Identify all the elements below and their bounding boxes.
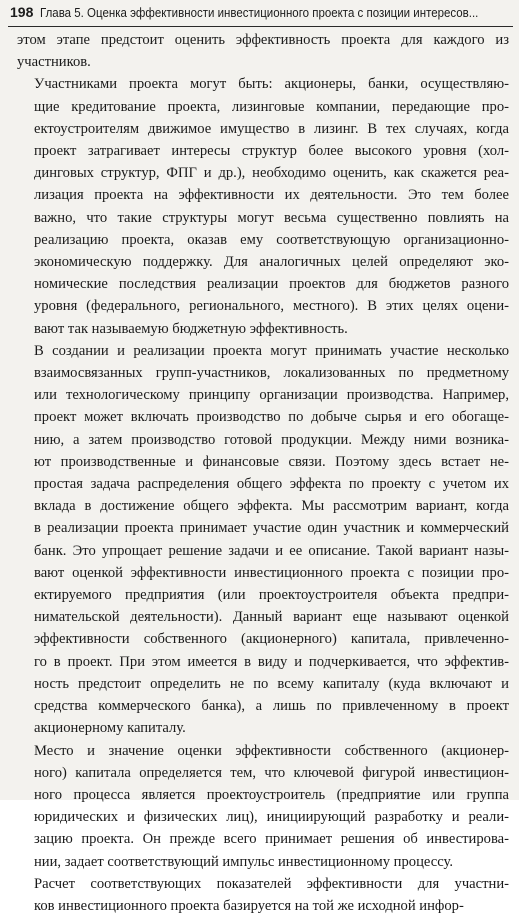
text-line: важно, что такие структуры могут весьма существенно повлиять на	[34, 209, 509, 226]
text-line: ность предстоит определить не по всему капиталу (куда включают и	[34, 675, 509, 692]
text-line: ектируемого предприятия (или проектоустроителя объекта предпри-	[34, 587, 509, 604]
text-line: ют производственные и финансовые связи. Поэтому здесь встает не-	[34, 453, 509, 470]
text-line: акционерному капиталу.	[34, 720, 186, 737]
text-line: Место и значение оценки эффективности собственного (акционер-	[34, 742, 509, 759]
text-line: номические последствия реализации проектов для бюджетов разного	[34, 276, 509, 293]
text-line: лизация проекта на эффективности их деятельности. Это тем более	[34, 187, 509, 204]
text-line: ного) капитала определяется тем, что ключевой фигурой инвестицион-	[34, 764, 509, 781]
text-line: вклада в достижение общего эффекта. Мы рассмотрим вариант, когда	[34, 498, 509, 515]
running-head	[10, 4, 510, 24]
chapter-title: Глава 5. Оценка эффективности инвестиционного проекта с позиции интересов...	[40, 6, 479, 20]
text-line: Участниками проекта могут быть: акционеры, банки, осуществляю-	[34, 76, 509, 93]
text-line: участников.	[17, 54, 91, 71]
text-line: эффективности собственного (акционерного) капитала, привлеченно-	[34, 631, 509, 648]
text-line: ного процесса является проектоустроитель (предприятие или группа	[34, 786, 509, 803]
paragraph	[17, 73, 509, 339]
text-line: нию, а затем производство готовой продукции. Между ними возника-	[34, 431, 509, 448]
text-line: этом этапе предстоит оценить эффективность проекта для каждого из	[17, 32, 509, 48]
text-line: банк. Это упрощает решение задачи и ее описание. Такой вариант назы-	[34, 542, 509, 559]
body-text	[17, 29, 509, 917]
text-line: реализацию проекта, оказав ему соответствующую организационно-	[34, 231, 509, 248]
page-number: 198	[10, 4, 34, 20]
paragraph	[17, 873, 509, 917]
text-line: ектоустроителям движимое имущество в лизинг. В тех случаях, когда	[34, 120, 509, 137]
header-rule	[8, 26, 513, 27]
text-line: динговых структур, ФПГ и др.), необходимо оценить, как скажется реа-	[34, 165, 509, 182]
text-line: нии, задает соответствующий импульс инвестиционному процессу.	[34, 853, 453, 870]
text-line: зацию проекта. Он прежде всего принимает решения об инвестирова-	[34, 831, 509, 848]
text-line: в реализации проекта принимает участие один участник и коммерческий	[34, 520, 509, 537]
paragraph	[17, 29, 509, 73]
paragraph	[17, 740, 509, 873]
text-line: средства коммерческого банка), а лишь по привлеченному в проект	[34, 698, 509, 715]
text-line: юридических и физических лиц), инициирующий разработку и реали-	[34, 809, 509, 826]
text-line: вают оценкой эффективности инвестиционного проекта с позиции про-	[34, 564, 509, 581]
text-line: вают так называемую бюджетную эффективность.	[34, 320, 348, 337]
text-line: или технологическому принципу организации производства. Например,	[34, 387, 509, 404]
text-line: щие кредитование проекта, лизинговые компании, передающие про-	[34, 98, 509, 115]
text-line: взаимосвязанных групп-участников, локализованных по предметному	[34, 365, 509, 382]
text-line: уровня (федерального, регионального, местного). В этих целях оцени-	[34, 298, 509, 315]
text-line: нимательской деятельности). Данный вариант еще называют оценкой	[34, 609, 509, 626]
text-line: проект может включать производство по добыче сырья и его обогаще-	[34, 409, 509, 426]
paragraph	[17, 340, 509, 740]
text-line: проект затрагивает интересы структур более высокого уровня (хол-	[34, 143, 509, 160]
text-line: В создании и реализации проекта могут принимать участие несколько	[34, 342, 509, 359]
text-line: Расчет соответствующих показателей эффективности для участни-	[34, 875, 509, 892]
text-line: го в проект. При этом имеется в виду и подчеркивается, что эффектив-	[34, 653, 509, 670]
text-line: ков инвестиционного проекта базируется на той же исходной инфор-	[34, 897, 464, 914]
text-line: экономическую поддержку. Для аналогичных целей определяют эко-	[34, 254, 509, 271]
text-line: простая задача распределения общего эффекта по проекту с учетом их	[34, 476, 509, 493]
